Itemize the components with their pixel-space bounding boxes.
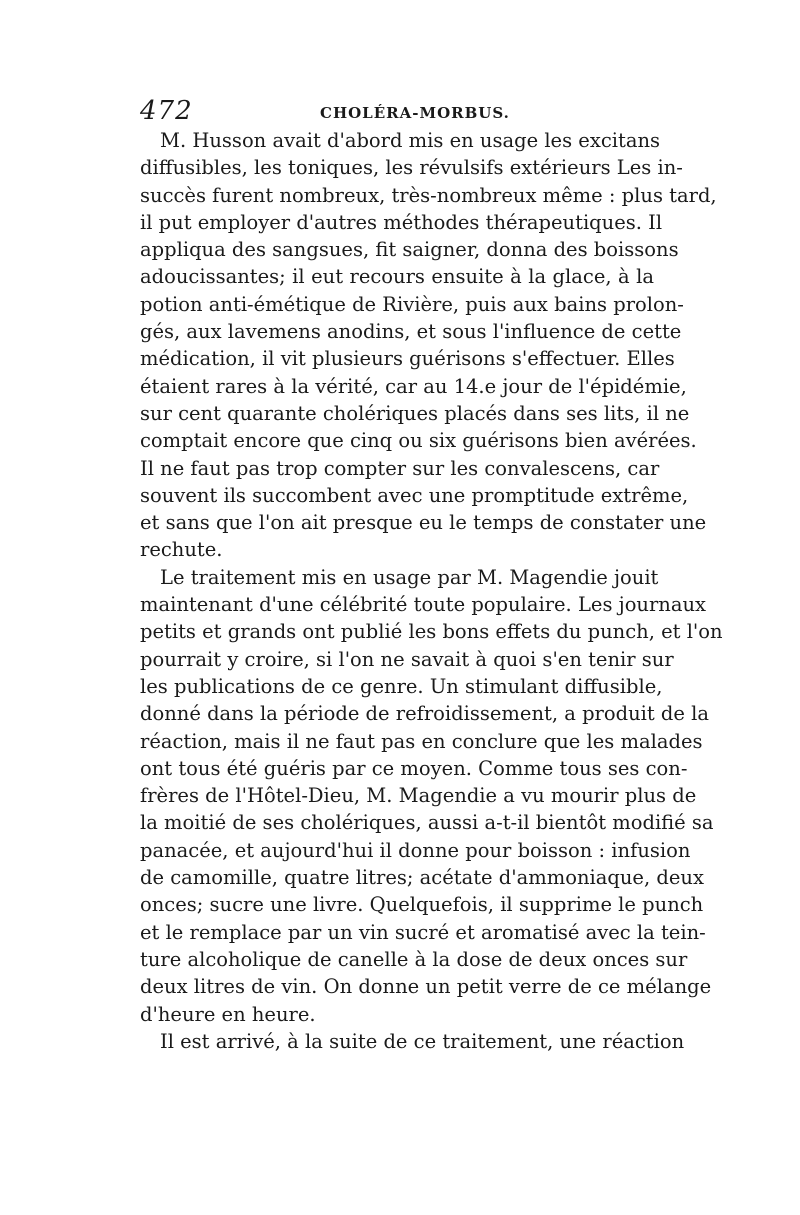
text-line: sur cent quarante cholériques placés dans ses lits, il ne xyxy=(140,401,690,425)
text-line: pourrait y croire, si l'on ne savait à quoi s'en tenir sur xyxy=(140,647,674,671)
text-line: comptait encore que cinq ou six guérisons bien avérées. xyxy=(140,429,697,453)
text-line: donné dans la période de refroidissement, a produit de la xyxy=(140,702,710,726)
text-line: potion anti-émétique de Rivière, puis aux bains prolon- xyxy=(140,292,684,316)
text-line: Il est arrivé, à la suite de ce traitement, une réaction xyxy=(160,1029,685,1053)
text-line: étaient rares à la vérité, car au 14.e jour de l'épidémie, xyxy=(140,374,687,398)
page-header xyxy=(140,96,660,126)
text-line: onces; sucre une livre. Quelquefois, il supprime le punch xyxy=(140,893,704,917)
text-line: la moitié de ses cholériques, aussi a-t-il bientôt modifié sa xyxy=(140,811,714,835)
text-line: il put employer d'autres méthodes thérapeutiques. Il xyxy=(140,210,663,234)
text-line: maintenant d'une célébrité toute populaire. Les journaux xyxy=(140,593,707,617)
text-line: M. Husson avait d'abord mis en usage les excitans xyxy=(160,129,661,152)
text-line: les publications de ce genre. Un stimulant diffusible, xyxy=(140,674,663,698)
text-line: deux litres de vin. On donne un petit verre de ce mélange xyxy=(140,975,712,999)
text-line: rechute. xyxy=(140,538,223,562)
text-line: et le remplace par un vin sucré et aromatisé avec la tein- xyxy=(140,920,706,944)
body-text xyxy=(140,127,723,1055)
text-line: ture alcoholique de canelle à la dose de deux onces sur xyxy=(140,947,688,971)
text-line: souvent ils succombent avec une promptitude extrême, xyxy=(140,483,689,507)
text-line: Il ne faut pas trop compter sur les convalescens, car xyxy=(140,456,660,480)
text-line: frères de l'Hôtel-Dieu, M. Magendie a vu mourir plus de xyxy=(140,784,697,808)
text-line: Le traitement mis en usage par M. Magendie jouit xyxy=(160,565,659,589)
text-line: et sans que l'on ait presque eu le temps de constater une xyxy=(140,511,707,535)
text-line: d'heure en heure. xyxy=(140,1002,316,1026)
text-line: ont tous été guéris par ce moyen. Comme tous ses con- xyxy=(140,756,688,780)
text-line: médication, il vit plusieurs guérisons s'effectuer. Elles xyxy=(140,347,675,371)
text-line: réaction, mais il ne faut pas en conclure que les malades xyxy=(140,729,703,753)
text-line: adoucissantes; il eut recours ensuite à la glace, à la xyxy=(140,265,654,289)
text-line: diffusibles, les toniques, les révulsifs extérieurs Les in- xyxy=(140,156,683,180)
text-line: gés, aux lavemens anodins, et sous l'influence de cette xyxy=(140,320,682,344)
page-number: 472 xyxy=(140,96,193,126)
text-line: appliqua des sangsues, fit saigner, donna des boissons xyxy=(140,238,679,262)
text-line: succès furent nombreux, très-nombreux même : plus tard, xyxy=(140,183,717,207)
text-line: panacée, et aujourd'hui il donne pour boisson : infusion xyxy=(140,838,691,862)
text-line: de camomille, quatre litres; acétate d'ammoniaque, deux xyxy=(140,866,704,890)
text-line: petits et grands ont publié les bons effets du punch, et l'on xyxy=(140,620,723,644)
running-head: CHOLÉRA-MORBUS. xyxy=(320,104,510,122)
